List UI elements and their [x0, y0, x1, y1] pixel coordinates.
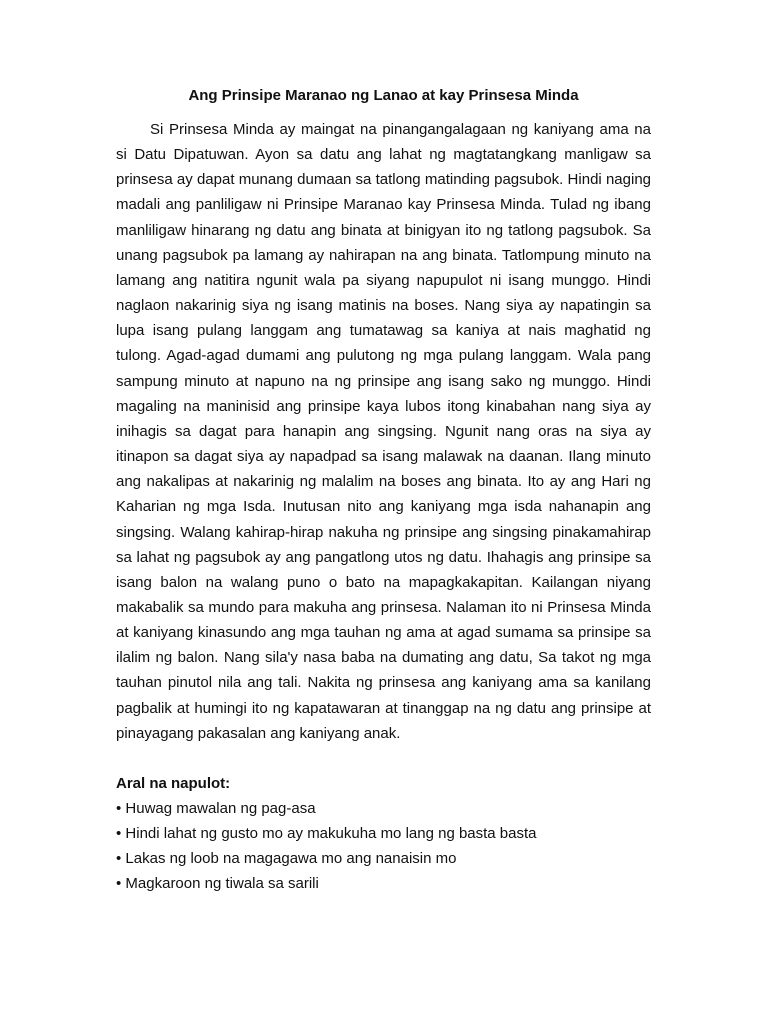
lesson-item: • Huwag mawalan ng pag-asa	[116, 799, 316, 817]
story-paragraph: Si Prinsesa Minda ay maingat na pinangangalagaan ng kaniyang ama na si Datu Dipatuwan. Ayon sa datu ang lahat ng magtatangkang manligaw sa prinsesa ay dapat munang dumaan sa tatlong matinding pagsubok. Hindi naging madali ang panliligaw ni Prinsipe Maranao kay Prinsesa Minda. Tulad ng ibang manliligaw hinarang ng datu ang binata at binigyan ito ng tatlong pagsubok. Sa unang pagsubok pa lamang ay nahirapan na ang binata. Tatlompung minuto na lamang ang natitira ngunit wala pa siyang napupulot ni isang munggo. Hindi naglaon nakarinig siya ng isang matinis na boses. Nang siya ay napatingin sa lupa isang pulang langgam ang tumatawag sa kaniya at nais maghatid ng tulong. Agad-agad dumami ang pulutong ng mga pulang langgam. Wala pang sampung minuto at napuno na ng prinsipe ang isang sako ng munggo. Hindi magaling na maninisid ang prinsipe kaya lubos itong kinabahan nang siya ay inihagis sa dagat para hanapin ang singsing. Ngunit nang oras na siya ay itinapon sa dagat siya ay napadpad sa isang malawak na daanan. Ilang minuto ang nakalipas at nakarinig ng malalim na boses ang binata. Ito ay ang Hari ng Kaharian ng mga Isda. Inutusan nito ang kaniyang mga isda nahanapin ang singsing. Walang kahirap-hirap nakuha ng prinsipe ang singsing pinakamahirap sa lahat ng pagsubok ay ang pangatlong utos ng datu. Ihahagis ang prinsipe sa isang balon na walang puno o bato na mapagkakapitan. Kailangan niyang makabalik sa mundo para makuha ang prinsesa. Nalaman ito ni Prinsesa Minda at kaniyang kinasundo ang mga tauhan ng ama at agad sumama sa prinsipe sa ilalim ng balon. Nang sila'y nasa baba na dumating ang datu, Sa takot ng mga tauhan pinutol nila ang tali. Nakita ng prinsesa ang kaniyang ama sa kanilang pagbalik at humingi ito ng kapatawaran at tinanggap na ng datu ang prinsipe at pinayagang pakasalan ang kaniyang anak.	[116, 121, 651, 742]
lesson-item: • Magkaroon ng tiwala sa sarili	[116, 874, 319, 892]
document-page	[116, 86, 651, 896]
lesson-item: • Hindi lahat ng gusto mo ay makukuha mo lang ng basta basta	[116, 824, 537, 842]
lesson-item: • Lakas ng loob na magagawa mo ang nanaisin mo	[116, 849, 457, 867]
lessons-heading: Aral na napulot:	[116, 774, 231, 792]
document-title: Ang Prinsipe Maranao ng Lanao at kay Prinsesa Minda	[188, 87, 579, 104]
lessons-list	[116, 796, 651, 896]
